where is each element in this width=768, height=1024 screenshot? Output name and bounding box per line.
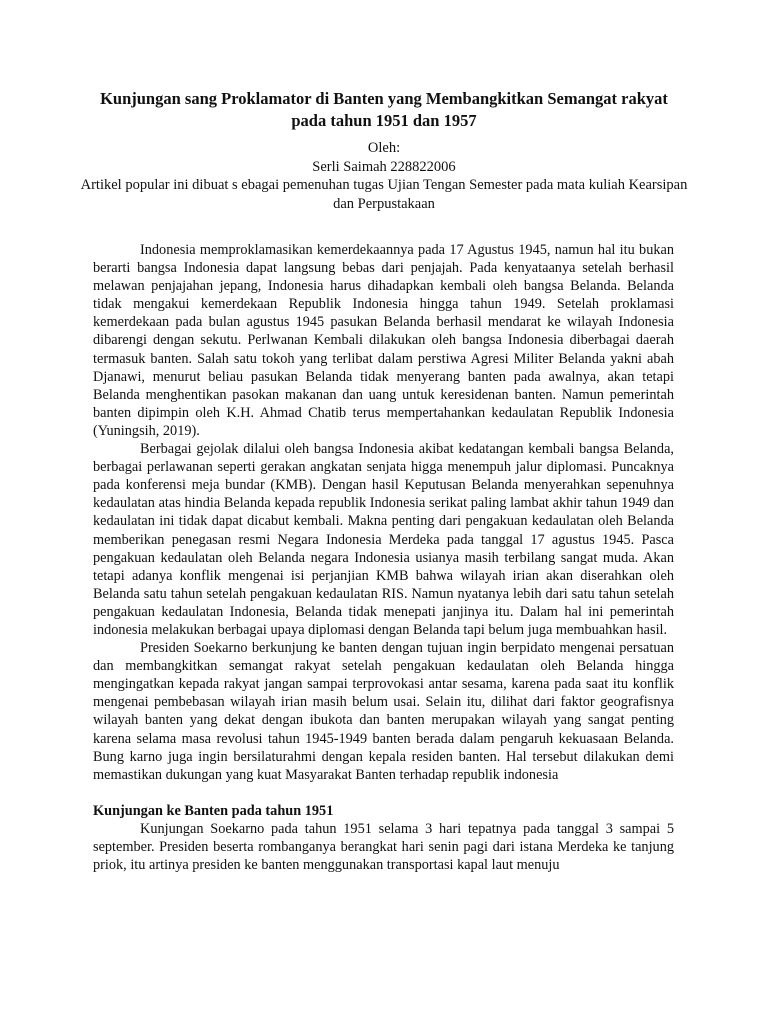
- section-paragraph: Kunjungan Soekarno pada tahun 1951 selama 3 hari tepatnya pada tanggal 3 sampai 5 september. Presiden beserta rombanganya berangkat hari senin pagi dari istana Merdeka ke tanjung priok, itu artinya presiden ke banten menggunakan transportasi kapal laut menuju: [93, 820, 674, 874]
- body-paragraph: Berbagai gejolak dilalui oleh bangsa Indonesia akibat kedatangan kembali bangsa Belanda, berbagai perlawanan seperti gerakan angkatan senjata higga menempuh jalur diplomasi. Puncaknya pada konferensi meja bundar (KMB). Dengan hasil Keputusan Belanda menyerahkan sepenuhnya kedaulatan atas hindia Belanda kepada republik Indonesia serikat paling lambat akhir tahun 1949 dan kedaulatan ini tidak dapat dicabut kembali. Makna penting dari pengakuan kedaulatan oleh Belanda memberikan penegasan resmi Negara Indonesia Merdeka pada tanggal 17 agustus 1945. Pasca pengakuan kedaulatan oleh Belanda negara Indonesia usianya masih terbilang sangat muda. Akan tetapi adanya konflik mengenai isi perjanjian KMB bahwa wilayah irian akan diserahkan oleh Belanda satu tahun setelah pengakuan kedaulatan RIS. Namun nyatanya lebih dari satu tahun setelah pengakuan kedaulatan Indonesia, Belanda tidak menepati janjinya itu. Dalam hal ini pemerintah indonesia melakukan berbagai upaya diplomasi dengan Belanda tapi belum juga membuahkan hasil.: [93, 441, 674, 638]
- by-label: Oleh:: [367, 140, 401, 156]
- assignment-note: Artikel popular ini dibuat s ebagai pemenuhan tugas Ujian Tengan Semester pada mata kuliah Kearsipan dan Perpustakaan: [80, 177, 688, 212]
- body-paragraph: Presiden Soekarno berkunjung ke banten dengan tujuan ingin berpidato mengenai persatuan dan membangkitkan semangat rakyat setelah pengakuan kedaulatan oleh Belanda hingga mengingatkan kepada rakyat jangan sampai terprovokasi antar sesama, karena pada saat itu konflik mengenai pembebasan wilayah irian masih belum usai. Selain itu, dilihat dari faktor geografisnya wilayah banten yang dekat dengan ibukota dan banten merupakan wilayah yang sangat penting karena selama masa revolusi tahun 1945-1949 banten berada dalam pengaruh kekuasaan Belanda. Bung karno juga ingin bersilaturahmi dengan kepala residen banten. Hal tersebut dilakukan demi memastikan dukungan yang kuat Masyarakat Banten terhadap republik indonesia: [93, 640, 674, 783]
- article-body: [93, 241, 674, 874]
- section-heading: Kunjungan ke Banten pada tahun 1951: [93, 802, 334, 819]
- author-line: Serli Saimah 228822006: [312, 158, 456, 175]
- document-title: Kunjungan sang Proklamator di Banten yang Membangkitkan Semangat rakyat pada tahun 1951 dan 1957: [100, 89, 668, 130]
- body-paragraph: Indonesia memproklamasikan kemerdekaannya pada 17 Agustus 1945, namun hal itu bukan berarti bangsa Indonesia dapat langsung bebas dari penjajah. Pada kenyataanya setelah berhasil melawan penjajahan jepang, Indonesia harus dihadapkan kembali oleh bangsa Belanda. Belanda tidak mengakui kemerdekaan Republik Indonesia hingga tahun 1949. Setelah proklamasi kemerdekaan pada bulan agustus 1945 pasukan Belanda berhasil mendarat ke wilayah Indonesia dibarengi dengan sekutu. Perlwanan Kembali dilakukan oleh bangsa Indonesia diberbagai daerah termasuk banten. Salah satu tokoh yang terlibat dalam perstiwa Agresi Militer Belanda yakni abah Djanawi, menurut beliau pasukan Belanda tidak menyerang banten pada awalnya, akan tetapi Belanda menghentikan pasokan makanan dan uang untuk keresidenan banten. Namun pemerintah banten dipimpin oleh K.H. Ahmad Chatib terus mempertahankan kedaulatan Republik Indonesia (Yuningsih, 2019).: [93, 242, 674, 439]
- byline: [80, 139, 688, 213]
